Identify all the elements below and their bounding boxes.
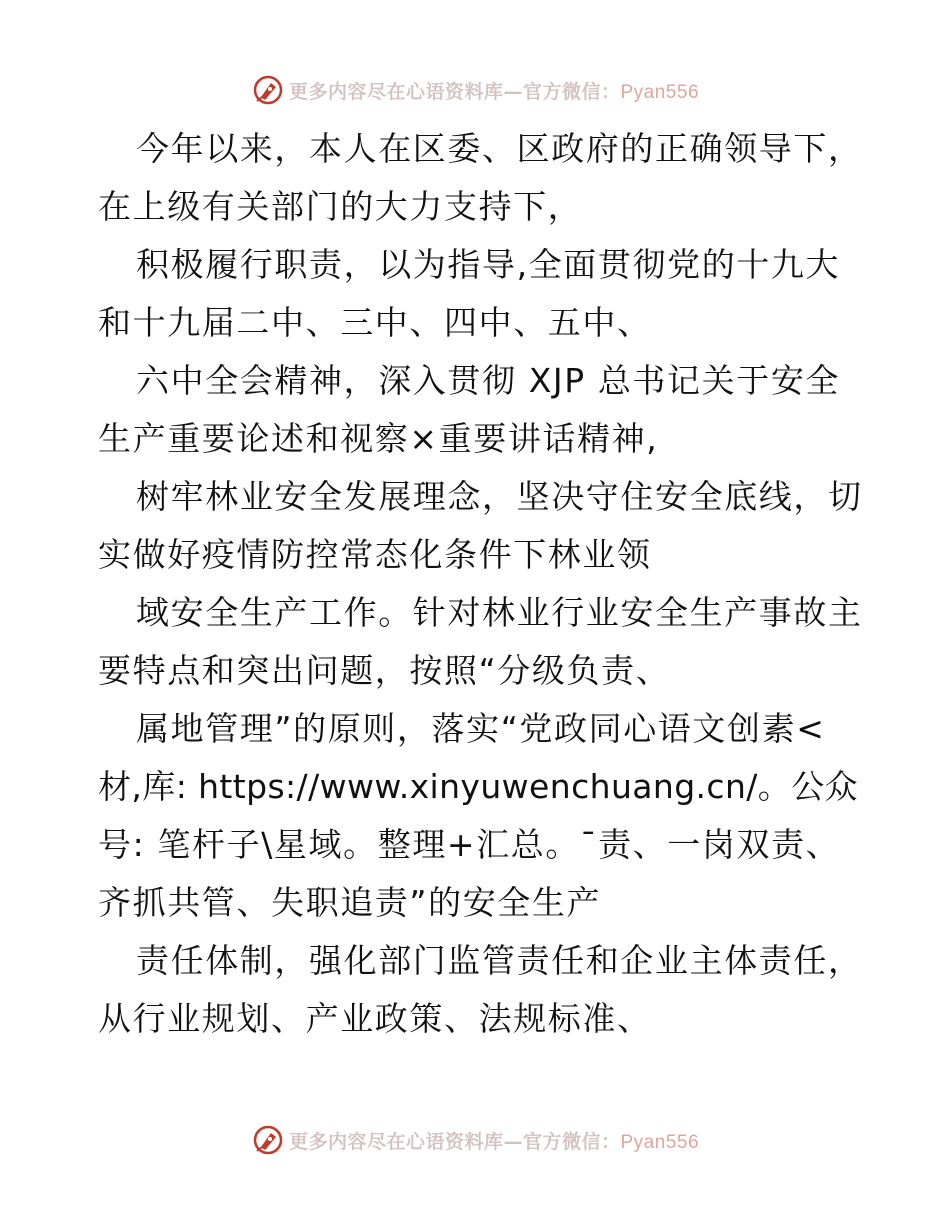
paragraph-line: 号: 笔杆子\星域。整理+汇总。¯责、一岗双责、 bbox=[98, 825, 841, 864]
paragraph-line: 生产重要论述和视察×重要讲话精神, bbox=[98, 419, 659, 458]
paragraph-line: 积极履行职责，以为指导,全面贯彻党的十九大 bbox=[136, 245, 841, 284]
paragraph-line: 属地管理”的原则，落实“党政同心语文创素< bbox=[136, 709, 826, 748]
banner-text: 更多内容尽在心语资料库—官方微信：Pyan556 bbox=[288, 80, 700, 103]
paragraph-line: 材,库: https://www.xinyuwenchuang.cn/。公众 bbox=[98, 767, 859, 806]
pen-nib-logo-icon bbox=[251, 1123, 285, 1157]
paragraph-line: 今年以来，本人在区委、区政府的正确领导下， bbox=[136, 129, 863, 168]
wechat-id: Pyan556 bbox=[620, 1131, 700, 1153]
paragraph-line: 六中全会精神，深入贯彻 XJP 总书记关于安全 bbox=[136, 361, 841, 400]
footer-banner bbox=[0, 1122, 950, 1158]
pen-nib-logo-icon bbox=[251, 73, 285, 107]
paragraph-line: 从行业规划、产业政策、法规标准、 bbox=[98, 999, 652, 1038]
paragraph-line: 和十九届二中、三中、四中、五中、 bbox=[98, 303, 652, 342]
paragraph-line: 要特点和突出问题，按照“分级负责、 bbox=[98, 651, 671, 690]
paragraph-line: 树牢林业安全发展理念，坚决守住安全底线，切 bbox=[136, 477, 863, 516]
paragraph-line: 责任体制，强化部门监管责任和企业主体责任， bbox=[136, 941, 863, 980]
paragraph-line: 域安全生产工作。针对林业行业安全生产事故主 bbox=[136, 593, 863, 632]
document-body bbox=[98, 120, 863, 1048]
paragraph-line: 在上级有关部门的大力支持下， bbox=[98, 187, 583, 226]
header-banner bbox=[0, 72, 950, 108]
wechat-id: Pyan556 bbox=[620, 81, 700, 103]
paragraph-line: 齐抓共管、失职追责”的安全生产 bbox=[98, 883, 602, 922]
paragraph-line: 实做好疫情防控常态化条件下林业领 bbox=[98, 535, 652, 574]
banner-text: 更多内容尽在心语资料库—官方微信：Pyan556 bbox=[288, 1130, 700, 1153]
